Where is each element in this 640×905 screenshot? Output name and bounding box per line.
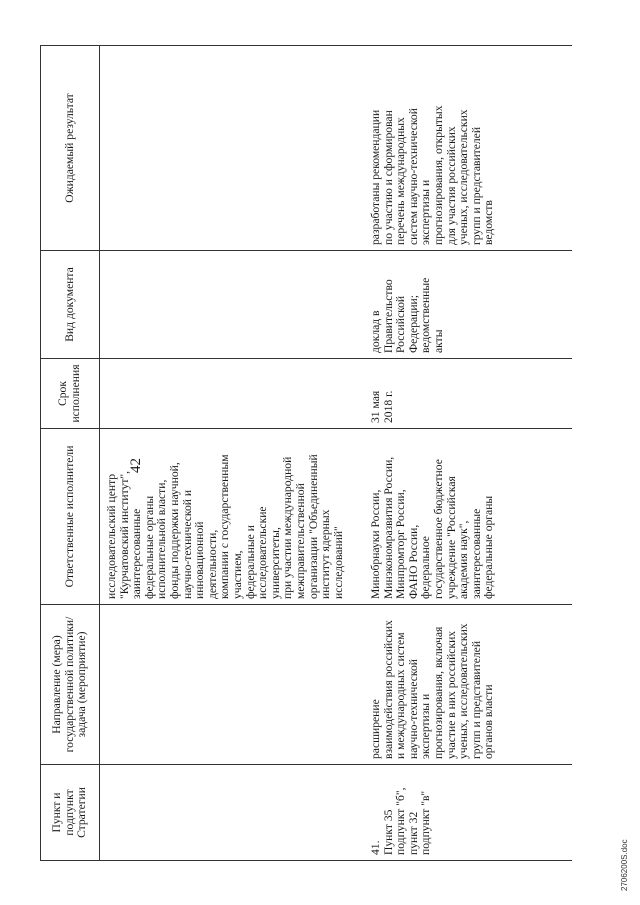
strategy-measures-table: [40, 45, 572, 861]
header-expected-result: Ожидаемый результат: [41, 46, 100, 251]
cell-document-type: [100, 251, 367, 359]
table-header-row: [41, 46, 100, 861]
cell-executors: исследовательский центр "Курчатовский институт", заинтересованные федеральные органы исполнительной власти, фонды поддержки научной, научно-технической и инновационной деятельности, компании с государственным участием, федеральные и исследовательские университеты, при участии международной межправительственной организации "Объединенный институт ядерных исследований": [100, 429, 367, 605]
header-deadline: Срок исполнения: [41, 359, 100, 429]
cell-expected-result: разработаны рекомендации по участию и сформирован перечень международных систем научно-технической экспертизы и прогнозирования, открытых для участия российских ученых, исследовательских групп и представителей ведомств: [366, 46, 572, 251]
header-executors: Ответственные исполнители: [41, 429, 100, 605]
cell-executors: Минобрнауки России, Минэкономразвития России, Минпромторг России, ФАНО России, федеральное государственное бюджетное учреждение "Российская академия наук", заинтересованные федеральные органы: [366, 429, 572, 605]
cell-deadline: [100, 359, 367, 429]
header-document-type: Вид документа: [41, 251, 100, 359]
cell-expected-result: [100, 46, 367, 251]
cell-clause: [366, 765, 572, 861]
cell-measure: расширение взаимодействия российских и международных систем научно-технической экспертизы и прогнозирования, включая участие в них российских ученых, исследовательских групп и представителей органов власти: [366, 605, 572, 765]
document-file-code: 2706200S.doc: [620, 839, 629, 891]
table-row: [100, 46, 367, 861]
row-number: 41.: [369, 840, 382, 855]
clause-text: Пункт 35 подпункт "б", пункт 32 подпункт "в": [381, 787, 433, 855]
cell-document-type: доклад в Правительство Российской Федерации; ведомственные акты: [366, 251, 572, 359]
header-measure: Направление (мера) государственной политики/ задача (мероприятие): [41, 605, 100, 765]
header-clause: Пункт и подпункт Стратегии: [41, 765, 100, 861]
cell-clause: [100, 765, 367, 861]
cell-deadline: 31 мая 2018 г.: [366, 359, 572, 429]
page-number: 42: [128, 458, 144, 473]
cell-measure: [100, 605, 367, 765]
table-row: [366, 46, 572, 861]
